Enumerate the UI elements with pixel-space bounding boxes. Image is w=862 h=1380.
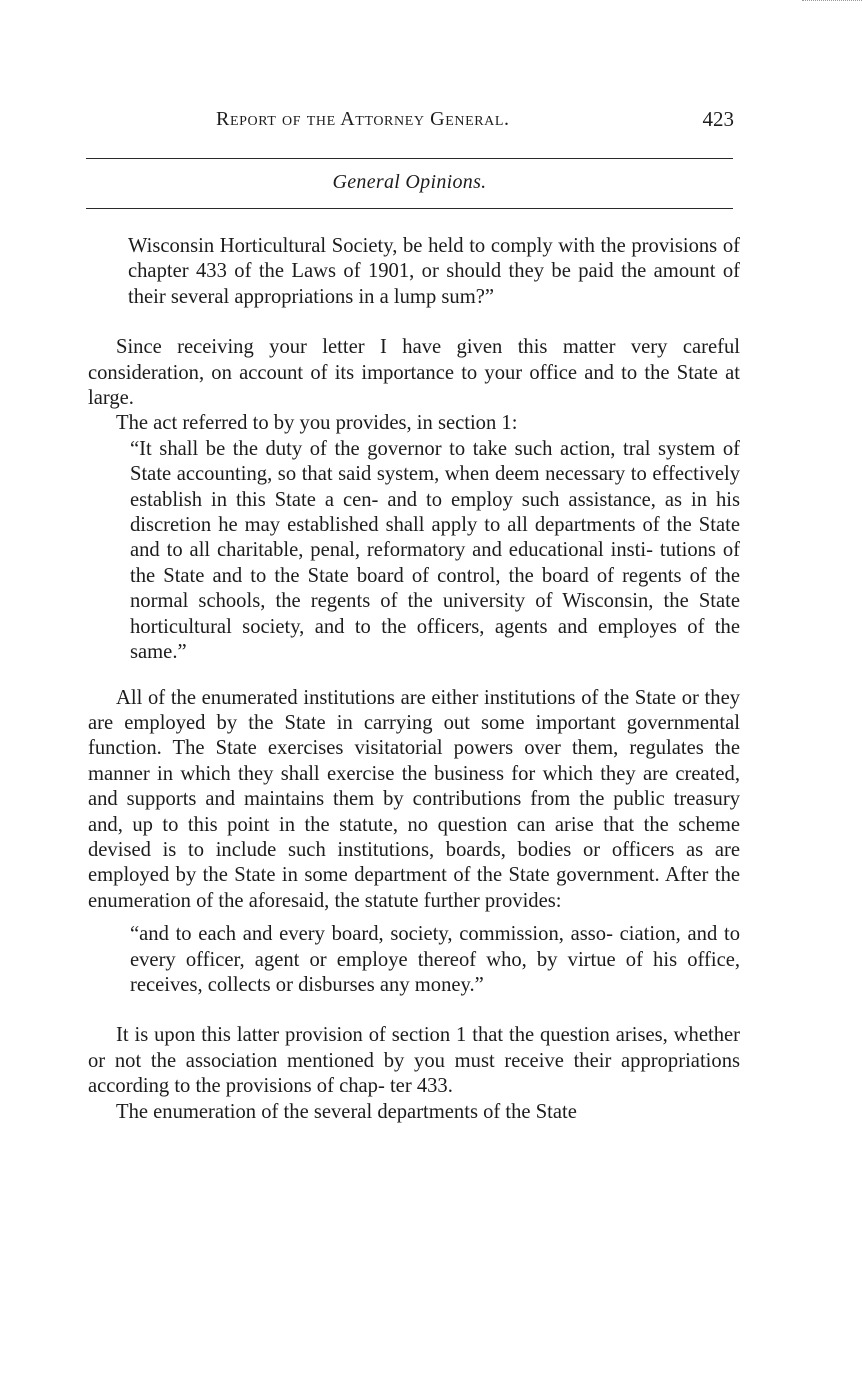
header-rule-bottom	[86, 208, 733, 209]
paragraph-quoted-question: Wisconsin Horticultural Society, be held to comply with the provisions of chapter 433 of the Laws of 1901, or should they be paid the amount of their several appropriations in a lump sum?”	[128, 235, 740, 308]
running-title: Report of the Attorney General.	[216, 108, 510, 130]
paragraph-act-referred: The act referred to by you provides, in section 1:	[116, 412, 518, 435]
section-title: General Opinions.	[332, 171, 487, 193]
body-text	[88, 234, 740, 1125]
paragraph-latter-provision: It is upon this latter provision of section 1 that the question arises, whether or not the association mentioned by you must receive their appropriations according to the provisions of chap- ter 433.	[88, 1024, 740, 1098]
paragraph-since-receiving: Since receiving your letter I have given this matter very careful consideration, on account of its importance to your office and to the State at large.	[88, 336, 740, 410]
block-quote-section-1: “It shall be the duty of the governor to take such action, tral system of State accounting, so that said system, when deem necessary to effectively establish in this State a cen- and to employ such assistance, as in his discretion he may established shall apply to all departments of the State and to all charitable, penal, reformatory and educational insti- tutions of the State and to the State board of control, the board of regents of the normal schools, the regents of the university of Wisconsin, the State horticultural society, and to the officers, agents and employes of the same.”	[130, 437, 740, 664]
block-quote-further-provides: “and to each and every board, society, commission, asso- ciation, and to every officer, agent or employe thereof who, by virtue of his office, receives, collects or disburses any money.”	[130, 923, 740, 996]
paragraph-enumeration-departments: The enumeration of the several departments of the State	[116, 1100, 577, 1123]
page-header	[86, 104, 734, 134]
header-rule-top	[86, 158, 733, 159]
scan-edge-mark	[802, 0, 862, 7]
page-number: 423	[702, 107, 734, 131]
paragraph-enumerated-institutions: All of the enumerated institutions are either institutions of the State or they are employed by the State in carrying out some important governmental function. The State exercises visitatorial powers over them, regulates the manner in which they shall exercise the business for which they are created, and supports and maintains them by contributions from the public treasury and, up to this point in the statute, no question can arise that the scheme devised is to include such institutions, boards, bodies or officers as are employed by the State in some department of the State government. After the enumeration of the aforesaid, the statute further provides:	[88, 686, 740, 912]
